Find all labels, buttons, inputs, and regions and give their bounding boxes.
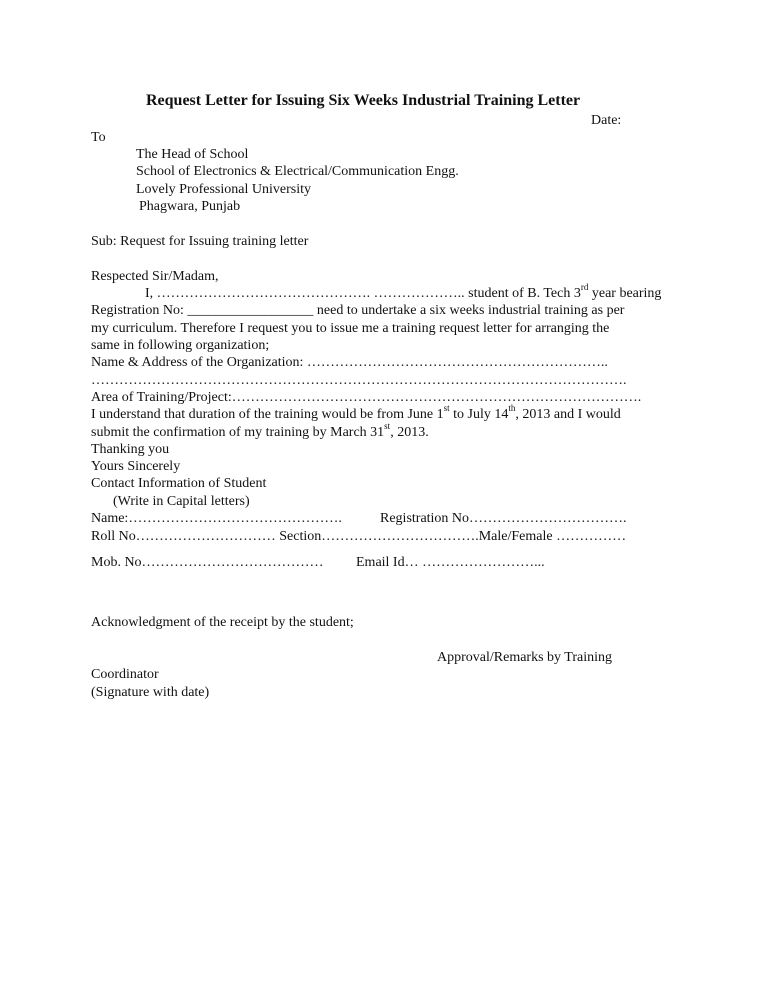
address-line: The Head of School	[136, 147, 249, 162]
address-line: Lovely Professional University	[136, 182, 311, 197]
capital-letters-note: (Write in Capital letters)	[113, 494, 250, 509]
mobile-field: Mob. No…………………………………	[91, 555, 324, 570]
body-line: Registration No: __________________ need to undertake a six weeks industrial training as per	[91, 303, 625, 318]
body-line: submit the confirmation of my training by March 31st, 2013.	[91, 421, 429, 440]
organization-field-continued: …………………………………………………………………………………………………….	[91, 373, 627, 388]
body-line: my curriculum. Therefore I request you to issue me a training request letter for arranging the	[91, 321, 610, 336]
body-line: I, ………………………………………. ……………….. student of B. Tech 3rd year bearing	[145, 282, 662, 301]
sincerely-line: Yours Sincerely	[91, 459, 181, 474]
coordinator-line: Coordinator	[91, 667, 159, 682]
thanks-line: Thanking you	[91, 442, 170, 457]
letter-title: Request Letter for Issuing Six Weeks Industrial Training Letter	[146, 92, 581, 109]
to-label: To	[91, 130, 106, 145]
body-line: I understand that duration of the training would be from June 1st to July 14th, 2013 and I would	[91, 403, 621, 422]
address-line: Phagwara, Punjab	[139, 199, 241, 214]
registration-field: Registration No…………………………….	[380, 511, 627, 526]
roll-section-gender-field: Roll No………………………… Section…………………………….Male/Female ……………	[91, 529, 627, 544]
approval-line: Approval/Remarks by Training	[437, 650, 612, 665]
signature-line: (Signature with date)	[91, 685, 210, 700]
name-field: Name:……………………………………….	[91, 511, 342, 526]
organization-field: Name & Address of the Organization: ………………………………………………………..	[91, 355, 608, 370]
date-label: Date:	[591, 113, 622, 128]
acknowledgment-line: Acknowledgment of the receipt by the student;	[91, 615, 354, 630]
email-field: Email Id… ……………………...	[356, 555, 545, 570]
body-line: same in following organization;	[91, 338, 270, 353]
subject-line: Sub: Request for Issuing training letter	[91, 234, 309, 249]
contact-heading: Contact Information of Student	[91, 476, 267, 491]
training-area-field: Area of Training/Project:…………………………………………………………………………….	[91, 390, 642, 405]
salutation: Respected Sir/Madam,	[91, 269, 219, 284]
address-line: School of Electronics & Electrical/Communication Engg.	[136, 164, 459, 179]
